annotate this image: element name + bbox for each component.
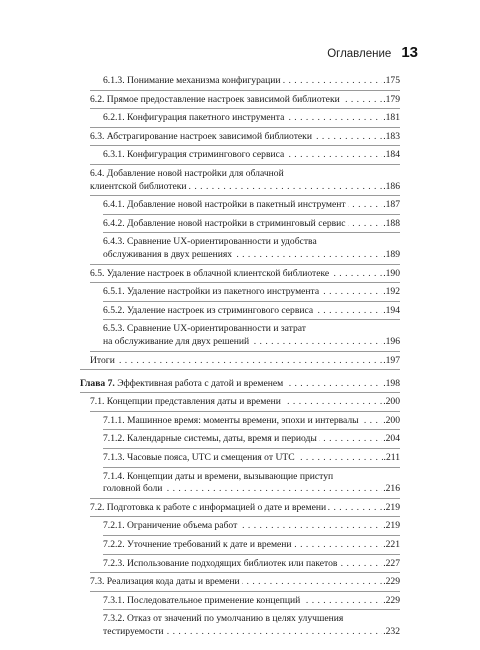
toc-page-number	[382, 199, 400, 212]
dot-leader	[90, 396, 400, 409]
chapter-label: Глава 7.	[80, 377, 115, 389]
entry-separator	[103, 535, 400, 536]
entry-separator	[103, 609, 400, 610]
dot-leader	[103, 336, 400, 349]
page-dot: .	[383, 433, 386, 445]
toc-entry[interactable]	[80, 323, 400, 348]
page-dot: .	[383, 149, 386, 161]
page-dot: .	[383, 396, 386, 408]
toc-page-number	[382, 378, 400, 391]
toc-entry-title-cont: тестируемости	[103, 625, 164, 637]
toc-entry[interactable]	[80, 112, 400, 125]
toc-entry[interactable]	[80, 558, 400, 571]
dot-leader	[103, 539, 400, 552]
toc-page-number	[382, 181, 400, 194]
table-of-contents	[80, 75, 400, 639]
page-value: 192	[385, 286, 400, 298]
toc-entry[interactable]	[80, 218, 400, 231]
page-dot: .	[383, 354, 386, 366]
dot-leader	[80, 378, 400, 391]
entry-separator	[90, 572, 400, 573]
entry-separator	[90, 145, 400, 146]
toc-entry-title: 6.5.3. Сравнение UX-ориентированности и затрат	[103, 323, 306, 335]
running-header	[327, 44, 418, 61]
toc-entry[interactable]	[80, 396, 400, 409]
entry-separator	[103, 319, 400, 320]
entry-separator	[103, 232, 400, 233]
toc-entry-title: 7.1. Концепции представления даты и времени	[90, 396, 281, 408]
toc-entry[interactable]	[80, 236, 400, 261]
toc-entry[interactable]	[80, 286, 400, 299]
page-value: 211	[385, 451, 400, 463]
page-value: 179	[385, 93, 400, 105]
entry-separator	[103, 214, 400, 215]
dot-leader	[103, 199, 400, 212]
page-value: 216	[385, 483, 400, 495]
toc-page-number	[382, 75, 400, 88]
toc-entry[interactable]	[80, 471, 400, 496]
toc-page-number	[382, 218, 400, 231]
toc-entry[interactable]	[80, 94, 400, 107]
dot-leader	[103, 483, 400, 496]
toc-entry-title: 6.4.1. Добавление новой настройки в пакетный инструмент	[103, 199, 346, 211]
toc-entry-title: 7.1.1. Машинное время: моменты времени, эпохи и интервалы	[103, 414, 359, 426]
entry-separator	[90, 351, 400, 352]
page-value: 229	[385, 576, 400, 588]
toc-page-number	[382, 558, 400, 571]
chapter-separator	[80, 369, 400, 370]
toc-entry-title: 6.4.2. Добавление новой настройки в стриминговый сервис	[103, 217, 346, 229]
page-value: 196	[385, 335, 400, 347]
dot-leader	[103, 112, 400, 125]
toc-page-number	[382, 396, 400, 409]
toc-page-number	[382, 305, 400, 318]
page-dot: .	[383, 451, 386, 463]
entry-separator	[90, 411, 400, 412]
toc-entry[interactable]	[80, 520, 400, 533]
toc-entry-title: 7.1.2. Календарные системы, даты, время и периоды	[103, 433, 317, 445]
toc-page-number	[382, 483, 400, 496]
dot-leader	[103, 249, 400, 262]
entry-separator	[103, 301, 400, 302]
page-dot: .	[383, 557, 386, 569]
page-value: 181	[385, 112, 400, 124]
page-dot: .	[383, 414, 386, 426]
toc-entry-title-cont: на обслуживание для двух решений	[103, 335, 250, 347]
toc-page-number	[382, 286, 400, 299]
page-value: 184	[385, 149, 400, 161]
page-value: 229	[385, 594, 400, 606]
entry-separator	[103, 429, 400, 430]
page-dot: .	[383, 304, 386, 316]
page-value: 219	[385, 501, 400, 513]
toc-page-number	[382, 576, 400, 589]
toc-page-number	[382, 539, 400, 552]
page-value: 194	[385, 304, 400, 316]
page-value: 190	[385, 267, 400, 279]
entry-separator	[80, 392, 400, 393]
toc-entry-title: 7.3. Реализация кода даты и времени	[90, 576, 240, 588]
toc-entry[interactable]	[80, 539, 400, 552]
toc-entry-title: 7.1.3. Часовые пояса, UTC и смещения от UTC	[103, 451, 295, 463]
toc-entry-title: 7.2.1. Ограничение объема работ	[103, 520, 238, 532]
toc-entry[interactable]	[80, 199, 400, 212]
page-value: 188	[385, 217, 400, 229]
toc-entry-title: 6.5. Удаление настроек в облачной клиентской библиотеке	[90, 267, 330, 279]
toc-entry-title: 6.5.2. Удаление настроек из стримингового сервиса	[103, 304, 314, 316]
toc-entry-title: 7.2.3. Использование подходящих библиотек или пакетов	[103, 557, 338, 569]
entry-separator	[90, 90, 400, 91]
toc-entry-title: 6.3.1. Конфигурация стримингового сервиса	[103, 149, 285, 161]
entry-separator	[90, 264, 400, 265]
dot-leader	[103, 452, 400, 465]
header-page-number: 13	[401, 44, 418, 61]
page-dot: .	[383, 335, 386, 347]
toc-page-number	[382, 595, 400, 608]
toc-page-number	[382, 268, 400, 281]
page-value: 221	[385, 538, 400, 550]
entry-separator	[103, 448, 400, 449]
toc-entry-title-cont: головной боли	[103, 483, 163, 495]
toc-page-number	[382, 520, 400, 533]
entry-separator	[90, 127, 400, 128]
toc-entry-title-cont: клиентской библиотеки	[90, 180, 187, 192]
page-value: 219	[385, 520, 400, 532]
page-dot: .	[383, 286, 386, 298]
toc-entry-title: 6.4. Добавление новой настройки для облачной	[90, 167, 284, 179]
page-value: 175	[385, 75, 400, 86]
toc-page-number	[382, 249, 400, 262]
page-dot: .	[383, 520, 386, 532]
page-dot: .	[383, 130, 386, 142]
page-value: 186	[385, 180, 400, 192]
entry-separator	[90, 516, 400, 517]
toc-page-number	[382, 415, 400, 428]
toc-entry[interactable]	[80, 149, 400, 162]
toc-page-number	[382, 149, 400, 162]
toc-page-number	[382, 355, 400, 368]
toc-entry[interactable]	[80, 355, 400, 368]
toc-entry[interactable]	[80, 75, 400, 88]
dot-leader	[90, 268, 400, 281]
toc-page-number	[382, 433, 400, 446]
toc-entry[interactable]	[80, 452, 400, 465]
toc-entry[interactable]	[80, 131, 400, 144]
page-value: 204	[385, 433, 400, 445]
toc-entry[interactable]	[80, 576, 400, 589]
entry-separator	[90, 591, 400, 592]
entry-separator	[90, 282, 400, 283]
page-value: 227	[385, 557, 400, 569]
dot-leader	[103, 75, 400, 88]
toc-entry-title: 7.2.2. Уточнение требований к дате и времени	[103, 538, 292, 550]
dot-leader	[90, 576, 400, 589]
toc-page-number	[382, 336, 400, 349]
page-value: 197	[385, 354, 400, 366]
page-dot: .	[383, 248, 386, 260]
toc-page-number	[383, 452, 400, 465]
toc-entry[interactable]	[80, 613, 400, 638]
toc-entry-title: 7.2. Подготовка к работе с информацией о дате и времени	[90, 501, 327, 513]
page-value: 189	[385, 248, 400, 260]
page-dot: .	[383, 576, 386, 588]
toc-entry-title: 7.3.1. Последовательное применение концепций	[103, 594, 301, 606]
dot-leader	[90, 181, 400, 194]
dot-leader	[90, 131, 400, 144]
page-value: 198	[385, 377, 400, 389]
toc-entry[interactable]	[80, 168, 400, 193]
toc-entry-title: 6.5.1. Удаление настройки из пакетного инструмента	[103, 286, 320, 298]
toc-entry[interactable]	[80, 595, 400, 608]
toc-entry-title: Эффективная работа с датой и временем	[117, 377, 284, 389]
toc-entry[interactable]	[80, 378, 400, 391]
dot-leader	[103, 286, 400, 299]
toc-page-number	[382, 131, 400, 144]
page-dot: .	[383, 75, 386, 86]
toc-entry-title: 6.4.3. Сравнение UX-ориентированности и удобства	[103, 236, 317, 248]
dot-leader	[103, 305, 400, 318]
toc-page-number	[382, 112, 400, 125]
toc-entry-title: 6.1.3. Понимание механизма конфигурации	[103, 75, 281, 86]
entry-separator	[103, 554, 400, 555]
page-dot: .	[383, 93, 386, 105]
dot-leader	[103, 433, 400, 446]
page-dot: .	[383, 538, 386, 550]
dot-leader	[103, 626, 400, 639]
page-dot: .	[383, 483, 386, 495]
page-value: 232	[385, 625, 400, 637]
toc-entry-title-cont: обслуживания в двух решениях	[103, 248, 233, 260]
page-dot: .	[383, 217, 386, 229]
entry-separator	[90, 164, 400, 165]
dot-leader	[103, 558, 400, 571]
entry-separator	[90, 108, 400, 109]
entry-separator	[90, 195, 400, 196]
dot-leader	[90, 502, 400, 515]
page-dot: .	[383, 267, 386, 279]
page-dot: .	[383, 501, 386, 513]
dot-leader	[103, 595, 400, 608]
entry-separator	[90, 498, 400, 499]
dot-leader	[90, 94, 400, 107]
header-title: Оглавление	[327, 48, 392, 60]
dot-leader	[90, 355, 400, 368]
toc-page-number	[382, 94, 400, 107]
toc-entry-title: 7.1.4. Концепции даты и времени, вызывающие приступ	[103, 470, 334, 482]
page-value: 183	[385, 130, 400, 142]
page-dot: .	[383, 199, 386, 211]
page-dot: .	[383, 377, 386, 389]
dot-leader	[103, 149, 400, 162]
toc-entry-title: 6.2.1. Конфигурация пакетного инструмента	[103, 112, 285, 124]
toc-entry[interactable]	[80, 502, 400, 515]
page-value: 200	[385, 396, 400, 408]
page-dot: .	[383, 625, 386, 637]
toc-entry-title: 6.3. Абстрагирование настроек зависимой библиотеки	[90, 130, 312, 142]
toc-page-number	[382, 502, 400, 515]
toc-entry-title: 6.2. Прямое предоставление настроек зависимой библиотеки	[90, 93, 340, 105]
page-dot: .	[383, 180, 386, 192]
toc-page-number	[382, 626, 400, 639]
page-value: 200	[385, 414, 400, 426]
page-value: 187	[385, 199, 400, 211]
toc-entry[interactable]	[80, 433, 400, 446]
dot-leader	[103, 218, 400, 231]
toc-entry-title: 7.3.2. Отказ от значений по умолчанию в целях улучшения	[103, 613, 344, 625]
page-dot: .	[383, 594, 386, 606]
toc-entry[interactable]	[80, 415, 400, 428]
entry-separator	[103, 467, 400, 468]
dot-leader	[103, 415, 400, 428]
toc-entry[interactable]	[80, 305, 400, 318]
page-dot: .	[383, 112, 386, 124]
toc-entry-title: Итоги	[90, 354, 115, 366]
dot-leader	[103, 520, 400, 533]
toc-entry[interactable]	[80, 268, 400, 281]
